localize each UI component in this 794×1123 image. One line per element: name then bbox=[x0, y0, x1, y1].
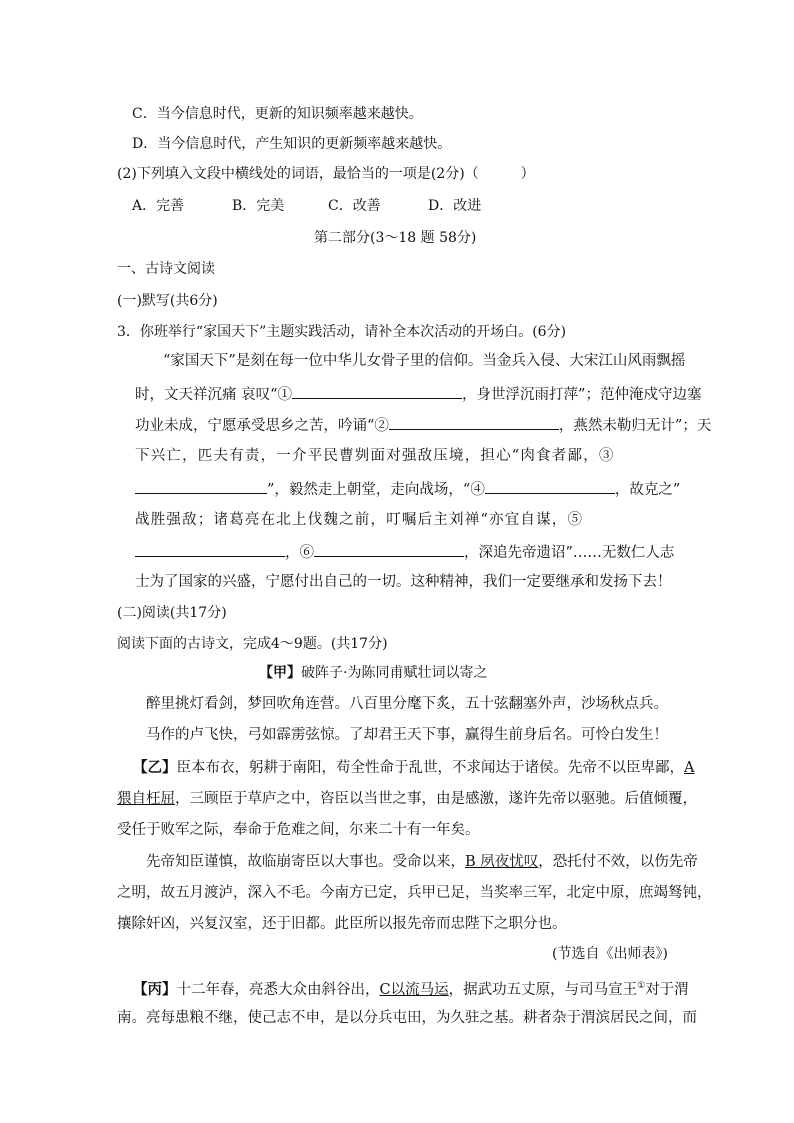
bing-line-1: 【丙】十二年春，亮悉大众由斜谷出，C以流马运，据武功五丈原，与司马宣王①对于渭 bbox=[133, 980, 689, 998]
choice-b: B．完美 bbox=[232, 198, 285, 214]
subsection-reading: (二)阅读(共17分) bbox=[117, 605, 227, 621]
yi-line-6: 攘除奸凶，兴复汉室，还于旧都。此臣所以报先帝而忠陛下之职分也。 bbox=[117, 916, 567, 932]
bing-line-2: 南。亮每患粮不继，使己志不申，是以分兵屯田，为久驻之基。耕者杂于渭滨居民之间，而 bbox=[117, 1010, 697, 1026]
question-3-stem: 3．你班举行“家国天下”主题实践活动，请补全本次活动的开场白。(6分) bbox=[117, 324, 567, 340]
choice-d: D．改进 bbox=[428, 198, 482, 214]
blank-6[interactable] bbox=[314, 541, 464, 557]
q3-line-2: 时，文天祥沉痛 哀叹“① ，身世浮沉雨打萍”；范仲淹戍守边塞 bbox=[135, 383, 701, 405]
blank-2[interactable] bbox=[389, 414, 559, 430]
blank-1[interactable] bbox=[292, 383, 462, 399]
poem-line-1: 醉里挑灯看剑，梦回吹角连营。八百里分麾下炙，五十弦翻塞外声，沙场秋点兵。 bbox=[146, 696, 668, 712]
q3-line-1: “家国天下”是刻在每一位中华儿女骨子里的信仰。当金兵入侵、大宋江山风雨飘摇 bbox=[163, 353, 686, 369]
question-2-stem: (2)下列填入文段中横线处的词语，最恰当的一项是(2分)（ ） bbox=[117, 166, 535, 182]
yi-line-4: 先帝知臣谨慎，故临崩寄臣以大事也。受命以来，B 夙夜忧叹，恐托付不效，以伤先帝 bbox=[146, 854, 698, 870]
blank-4[interactable] bbox=[485, 478, 615, 494]
section-heading: 一、古诗文阅读 bbox=[117, 261, 215, 277]
q3-line-6: 战胜强敌；诸葛亮在北上伐魏之前，叮嘱后主刘禅“亦宜自谋，⑤ bbox=[135, 512, 584, 528]
blank-3[interactable] bbox=[135, 478, 267, 494]
q3-line-5: ”，毅然走上朝堂，走向战场，“④ ，故克之” bbox=[135, 478, 680, 500]
poem-line-2: 马作的卢飞快，弓如霹雳弦惊。了却君王天下事，赢得生前身后名。可怜白发生！ bbox=[146, 727, 668, 743]
choice-c: C．改善 bbox=[328, 198, 381, 214]
footnote-marker: ① bbox=[637, 981, 646, 991]
blank-5[interactable] bbox=[135, 541, 285, 557]
subsection-dictation: (一)默写(共6分) bbox=[117, 293, 218, 309]
yi-line-1: 【乙】臣本布衣，躬耕于南阳，苟全性命于乱世，不求闻达于诸侯。先帝不以臣卑鄙，A bbox=[133, 759, 695, 776]
option-c: C．当今信息时代，更新的知识频率越来越快。 bbox=[132, 106, 423, 122]
source-note: (节选自《出师表》) bbox=[552, 946, 668, 962]
yi-line-2: 猥自枉屈，三顾臣于草庐之中，咨臣以当世之事，由是感激，遂许先帝以驱驰。后值倾覆， bbox=[117, 791, 697, 807]
part-two-title: 第二部分(3～18 题 58分) bbox=[314, 230, 477, 246]
q3-line-3: 功业未成，宁愿承受思乡之苦，吟诵“② ，燕然未勒归无计”；天 bbox=[135, 414, 711, 436]
choice-a: A．完善 bbox=[132, 198, 185, 214]
q3-line-4: 下兴亡，匹夫有责，一介平民曹刿面对强敌压境，担心“肉食者鄙，③ bbox=[135, 448, 615, 464]
q3-line-7: ，⑥ ，深追先帝遗诏”……无数仁人志 bbox=[135, 541, 674, 563]
option-d: D．当今信息时代，产生知识的更新频率越来越快。 bbox=[132, 136, 452, 152]
poem-title: 【甲】破阵子·为陈同甫赋壮词以寄之 bbox=[259, 665, 488, 681]
yi-line-3: 受任于败军之际，奉命于危难之间，尔来二十有一年矣。 bbox=[117, 822, 480, 838]
q3-line-8: 士为了国家的兴盛，宁愿付出自己的一切。这种精神，我们一定要继承和发扬下去！ bbox=[135, 574, 672, 590]
yi-line-5: 之明，故五月渡泸，深入不毛。今南方已定，兵甲已足，当奖率三军，北定中原，庶竭驽钝， bbox=[117, 885, 712, 901]
reading-stem: 阅读下面的古诗文，完成4～9题。(共17分) bbox=[117, 636, 388, 652]
